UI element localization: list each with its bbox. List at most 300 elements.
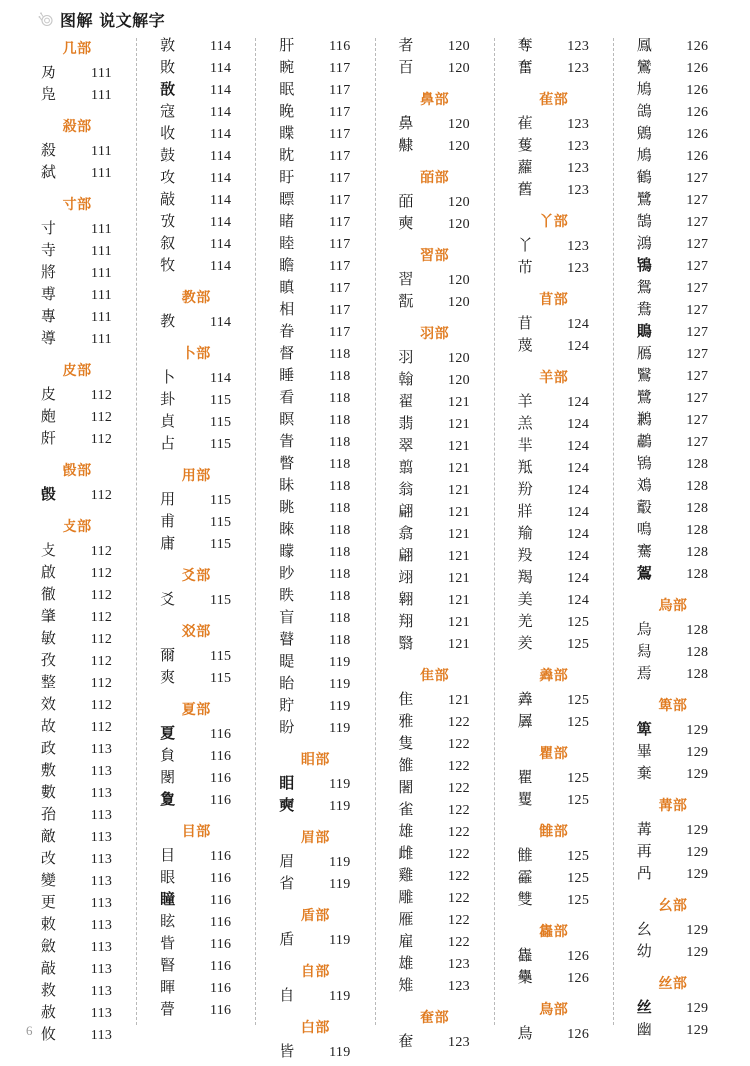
index-entry[interactable]: [620, 822, 726, 844]
entry-page-number: 129: [686, 723, 709, 738]
index-entry[interactable]: [620, 368, 726, 390]
index-entry[interactable]: [143, 214, 249, 236]
index-entry[interactable]: [24, 675, 130, 697]
index-entry[interactable]: [143, 726, 249, 748]
index-entry[interactable]: [143, 914, 249, 936]
index-entry[interactable]: [620, 1000, 726, 1022]
index-entry[interactable]: [501, 870, 607, 892]
index-entry[interactable]: [143, 38, 249, 60]
entry-page-number: 112: [90, 410, 113, 425]
index-entry[interactable]: [501, 714, 607, 736]
index-entry[interactable]: [620, 434, 726, 456]
index-entry[interactable]: [24, 487, 130, 509]
index-entry[interactable]: [24, 65, 130, 87]
entry-page-number: 123: [567, 161, 590, 176]
index-entry[interactable]: [262, 654, 368, 676]
radical-section-heading: 几部: [62, 41, 92, 57]
index-entry[interactable]: [620, 866, 726, 888]
index-entry[interactable]: [382, 592, 488, 614]
index-entry[interactable]: [24, 895, 130, 917]
index-entry[interactable]: [143, 980, 249, 1002]
entry-page-number: 123: [448, 957, 470, 972]
index-entry[interactable]: [143, 192, 249, 214]
index-entry[interactable]: [382, 38, 488, 60]
index-entry[interactable]: [262, 346, 368, 368]
index-entry[interactable]: [143, 592, 249, 614]
entry-page-number: 112: [90, 610, 113, 625]
entry-page-number: 128: [686, 545, 709, 560]
index-entry[interactable]: [620, 324, 726, 346]
index-entry[interactable]: [382, 636, 488, 658]
entry-page-number: 121: [448, 593, 470, 608]
index-entry[interactable]: [24, 741, 130, 763]
index-entry[interactable]: [143, 236, 249, 258]
index-entry[interactable]: [262, 798, 368, 820]
index-entry[interactable]: [620, 148, 726, 170]
entry-page-number: 121: [448, 527, 470, 542]
index-entry[interactable]: [143, 770, 249, 792]
index-entry[interactable]: [24, 609, 130, 631]
index-entry[interactable]: [501, 438, 607, 460]
index-entry[interactable]: [620, 412, 726, 434]
entry-page-number: 127: [686, 237, 709, 252]
index-entry[interactable]: [501, 60, 607, 82]
index-entry[interactable]: [24, 165, 130, 187]
index-entry[interactable]: [620, 500, 726, 522]
entry-character: 盾: [279, 930, 295, 948]
entry-character: 羯: [517, 568, 533, 586]
index-entry[interactable]: [501, 504, 607, 526]
index-entry[interactable]: [620, 258, 726, 280]
index-entry[interactable]: [143, 1002, 249, 1024]
index-entry[interactable]: [24, 983, 130, 1005]
entry-character: 赦: [40, 1003, 56, 1021]
index-entry[interactable]: [262, 390, 368, 412]
page-number: 6: [26, 1023, 33, 1038]
index-entry[interactable]: [143, 60, 249, 82]
index-entry[interactable]: [24, 719, 130, 741]
index-entry[interactable]: [143, 104, 249, 126]
index-entry[interactable]: [620, 390, 726, 412]
index-entry[interactable]: [382, 824, 488, 846]
index-entry[interactable]: [620, 766, 726, 788]
index-entry[interactable]: [143, 148, 249, 170]
index-column-inner: [260, 38, 370, 1066]
index-entry[interactable]: [262, 932, 368, 954]
index-entry[interactable]: [24, 565, 130, 587]
index-entry[interactable]: [382, 978, 488, 1000]
entry-page-number: 116: [209, 1003, 232, 1018]
index-entry[interactable]: [620, 60, 726, 82]
index-entry[interactable]: [143, 436, 249, 458]
radical-section-heading: 隹部: [420, 668, 450, 684]
index-entry[interactable]: [620, 566, 726, 588]
index-entry[interactable]: [24, 243, 130, 265]
index-entry[interactable]: [620, 622, 726, 644]
index-entry[interactable]: [143, 936, 249, 958]
index-entry[interactable]: [24, 631, 130, 653]
entry-character: 舄: [636, 642, 652, 660]
index-entry[interactable]: [262, 1044, 368, 1066]
index-entry[interactable]: [501, 526, 607, 548]
index-entry[interactable]: [382, 394, 488, 416]
entry-character: 敏: [40, 629, 56, 647]
entry-character: 瞋: [279, 278, 295, 296]
index-entry[interactable]: [501, 182, 607, 204]
index-entry[interactable]: [262, 214, 368, 236]
entry-page-number: 122: [448, 869, 470, 884]
index-entry[interactable]: [620, 192, 726, 214]
entry-character: 鼓: [160, 146, 176, 164]
index-entry[interactable]: [262, 632, 368, 654]
index-entry[interactable]: [24, 309, 130, 331]
entry-character: 翫: [398, 292, 414, 310]
entry-character: 斂: [40, 937, 56, 955]
index-entry[interactable]: [382, 736, 488, 758]
index-entry[interactable]: [620, 922, 726, 944]
index-entry[interactable]: [262, 544, 368, 566]
index-entry[interactable]: [382, 614, 488, 636]
entry-page-number: 127: [686, 369, 709, 384]
index-entry[interactable]: [262, 478, 368, 500]
index-entry[interactable]: [143, 748, 249, 770]
index-entry[interactable]: [24, 387, 130, 409]
index-entry[interactable]: [382, 890, 488, 912]
index-entry[interactable]: [262, 434, 368, 456]
index-entry[interactable]: [24, 697, 130, 719]
entry-page-number: 124: [567, 527, 590, 542]
index-entry[interactable]: [24, 829, 130, 851]
index-entry[interactable]: [382, 60, 488, 82]
index-entry[interactable]: [620, 170, 726, 192]
index-entry[interactable]: [382, 714, 488, 736]
entry-page-number: 117: [329, 325, 351, 340]
index-entry[interactable]: [262, 456, 368, 478]
index-entry[interactable]: [262, 676, 368, 698]
index-entry[interactable]: [382, 138, 488, 160]
index-entry[interactable]: [24, 543, 130, 565]
entry-page-number: 111: [91, 288, 112, 303]
radical-section-heading: 皮部: [62, 363, 92, 379]
index-entry[interactable]: [382, 570, 488, 592]
index-entry[interactable]: [262, 720, 368, 742]
index-entry[interactable]: [620, 236, 726, 258]
entry-character: 省: [279, 874, 295, 892]
index-entry[interactable]: [262, 60, 368, 82]
index-entry[interactable]: [620, 522, 726, 544]
radical-section-heading: 鳥部: [539, 1002, 569, 1018]
index-entry[interactable]: [501, 592, 607, 614]
index-entry[interactable]: [501, 138, 607, 160]
index-entry[interactable]: [382, 482, 488, 504]
index-entry[interactable]: [24, 785, 130, 807]
entry-character: 睡: [279, 366, 295, 384]
entry-page-number: 125: [567, 771, 590, 786]
index-entry[interactable]: [24, 961, 130, 983]
entry-page-number: 122: [448, 759, 470, 774]
entry-character: 雈: [517, 114, 533, 132]
index-entry[interactable]: [262, 104, 368, 126]
entry-character: 爾: [160, 646, 176, 664]
index-entry[interactable]: [620, 944, 726, 966]
index-entry[interactable]: [620, 280, 726, 302]
index-entry[interactable]: [262, 148, 368, 170]
entry-character: 盼: [279, 718, 295, 736]
index-entry[interactable]: [262, 192, 368, 214]
index-entry[interactable]: [382, 868, 488, 890]
index-entry[interactable]: [262, 776, 368, 798]
index-entry[interactable]: [382, 294, 488, 316]
index-entry[interactable]: [382, 526, 488, 548]
index-entry[interactable]: [501, 38, 607, 60]
index-entry[interactable]: [143, 514, 249, 536]
index-entry[interactable]: [262, 588, 368, 610]
index-entry[interactable]: [262, 698, 368, 720]
index-entry[interactable]: [501, 948, 607, 970]
index-entry[interactable]: [501, 636, 607, 658]
index-entry[interactable]: [501, 970, 607, 992]
entry-character: 奭: [398, 214, 414, 232]
index-entry[interactable]: [382, 416, 488, 438]
index-entry[interactable]: [143, 170, 249, 192]
entry-page-number: 126: [686, 127, 709, 142]
entry-page-number: 112: [90, 566, 113, 581]
entry-page-number: 114: [209, 215, 232, 230]
index-entry[interactable]: [382, 780, 488, 802]
entry-page-number: 114: [209, 39, 232, 54]
entry-page-number: 122: [448, 781, 470, 796]
index-entry[interactable]: [24, 807, 130, 829]
index-entry[interactable]: [143, 958, 249, 980]
index-entry[interactable]: [620, 544, 726, 566]
entry-page-number: 113: [90, 962, 113, 977]
index-entry[interactable]: [620, 214, 726, 236]
index-entry[interactable]: [620, 82, 726, 104]
index-entry[interactable]: [24, 873, 130, 895]
entry-page-number: 129: [686, 823, 709, 838]
index-entry[interactable]: [620, 38, 726, 60]
index-entry[interactable]: [501, 460, 607, 482]
index-entry[interactable]: [501, 770, 607, 792]
index-entry[interactable]: [262, 258, 368, 280]
entry-character: 收: [160, 124, 176, 142]
index-entry[interactable]: [143, 314, 249, 336]
index-entry[interactable]: [24, 653, 130, 675]
index-entry[interactable]: [143, 126, 249, 148]
index-entry[interactable]: [262, 988, 368, 1010]
index-entry[interactable]: [382, 846, 488, 868]
index-entry[interactable]: [382, 460, 488, 482]
entry-character: 睴: [160, 978, 176, 996]
entry-character: 羼: [517, 712, 533, 730]
index-entry[interactable]: [262, 412, 368, 434]
entry-page-number: 113: [90, 852, 113, 867]
entry-character: 鸞: [636, 58, 652, 76]
index-entry[interactable]: [382, 1034, 488, 1056]
index-entry[interactable]: [143, 414, 249, 436]
entry-character: 舊: [517, 180, 533, 198]
index-entry[interactable]: [262, 280, 368, 302]
index-entry[interactable]: [620, 104, 726, 126]
index-entry[interactable]: [262, 566, 368, 588]
index-entry[interactable]: [24, 143, 130, 165]
index-entry[interactable]: [143, 870, 249, 892]
entry-page-number: 121: [448, 615, 470, 630]
index-entry[interactable]: [620, 666, 726, 688]
index-entry[interactable]: [382, 956, 488, 978]
entry-page-number: 126: [686, 61, 709, 76]
index-entry[interactable]: [501, 260, 607, 282]
index-entry[interactable]: [262, 236, 368, 258]
index-column: [375, 36, 494, 1050]
entry-character: 鷺: [636, 190, 652, 208]
entry-page-number: 122: [448, 715, 470, 730]
index-entry[interactable]: [24, 939, 130, 961]
index-entry[interactable]: [620, 722, 726, 744]
entry-page-number: 113: [90, 764, 113, 779]
index-entry[interactable]: [382, 802, 488, 824]
index-entry[interactable]: [143, 258, 249, 280]
index-entry[interactable]: [382, 692, 488, 714]
entry-page-number: 114: [209, 105, 232, 120]
index-entry[interactable]: [501, 570, 607, 592]
index-entry[interactable]: [143, 892, 249, 914]
entry-character: 看: [279, 388, 295, 406]
index-entry[interactable]: [262, 610, 368, 632]
index-column-inner: [380, 38, 490, 1056]
index-entry[interactable]: [382, 548, 488, 570]
index-entry[interactable]: [143, 670, 249, 692]
index-entry[interactable]: [501, 548, 607, 570]
entry-character: 眉: [279, 852, 295, 870]
index-entry[interactable]: [24, 851, 130, 873]
index-entry[interactable]: [382, 934, 488, 956]
index-entry[interactable]: [382, 272, 488, 294]
index-entry[interactable]: [24, 1005, 130, 1027]
index-entry[interactable]: [501, 116, 607, 138]
index-entry[interactable]: [620, 456, 726, 478]
index-entry[interactable]: [262, 368, 368, 390]
index-entry[interactable]: [143, 848, 249, 870]
index-entry[interactable]: [501, 338, 607, 360]
radical-section-heading: 羽部: [420, 326, 450, 342]
entry-character: 貞: [160, 412, 176, 430]
index-entry[interactable]: [620, 744, 726, 766]
entry-character: 再: [636, 842, 652, 860]
index-entry[interactable]: [382, 912, 488, 934]
entry-character: 庸: [160, 534, 176, 552]
entry-character: 夐: [160, 790, 176, 808]
entry-character: 目: [160, 846, 176, 864]
entry-page-number: 115: [209, 515, 232, 530]
entry-character: 睕: [279, 58, 295, 76]
index-entry[interactable]: [262, 302, 368, 324]
index-entry[interactable]: [143, 792, 249, 814]
radical-section-heading: 白部: [300, 1020, 330, 1036]
entry-character: 鳥: [517, 1024, 533, 1042]
entry-character: 眇: [279, 564, 295, 582]
index-entry[interactable]: [620, 126, 726, 148]
entry-character: 鳩: [636, 146, 652, 164]
index-entry[interactable]: [382, 372, 488, 394]
index-entry[interactable]: [382, 504, 488, 526]
entry-character: 雀: [398, 800, 414, 818]
index-entry[interactable]: [24, 917, 130, 939]
index-entry[interactable]: [620, 844, 726, 866]
index-entry[interactable]: [382, 216, 488, 238]
index-entry[interactable]: [24, 587, 130, 609]
index-entry[interactable]: [382, 194, 488, 216]
index-entry[interactable]: [262, 126, 368, 148]
entry-page-number: 115: [209, 537, 232, 552]
index-entry[interactable]: [620, 346, 726, 368]
index-entry[interactable]: [262, 324, 368, 346]
index-entry[interactable]: [262, 876, 368, 898]
index-entry[interactable]: [382, 350, 488, 372]
index-column: [136, 38, 255, 1025]
index-entry[interactable]: [262, 38, 368, 60]
index-entry[interactable]: [262, 854, 368, 876]
index-entry[interactable]: [262, 170, 368, 192]
index-entry[interactable]: [501, 848, 607, 870]
index-entry[interactable]: [262, 82, 368, 104]
index-entry[interactable]: [143, 536, 249, 558]
index-entry[interactable]: [501, 614, 607, 636]
index-entry[interactable]: [143, 370, 249, 392]
index-entry[interactable]: [382, 438, 488, 460]
index-entry[interactable]: [24, 1027, 130, 1049]
radical-section-heading: 苜部: [539, 292, 569, 308]
entry-character: 貯: [279, 696, 295, 714]
index-entry[interactable]: [501, 316, 607, 338]
index-entry[interactable]: [620, 644, 726, 666]
index-entry[interactable]: [143, 648, 249, 670]
index-entry[interactable]: [262, 500, 368, 522]
index-entry[interactable]: [143, 82, 249, 104]
index-entry[interactable]: [143, 492, 249, 514]
index-entry[interactable]: [501, 160, 607, 182]
index-entry[interactable]: [501, 892, 607, 914]
index-entry[interactable]: [620, 478, 726, 500]
index-entry[interactable]: [143, 392, 249, 414]
index-entry[interactable]: [620, 302, 726, 324]
index-entry[interactable]: [24, 87, 130, 109]
entry-character: 寇: [160, 102, 176, 120]
entry-character: 矍: [517, 790, 533, 808]
index-entry[interactable]: [501, 394, 607, 416]
index-entry[interactable]: [24, 409, 130, 431]
index-entry[interactable]: [24, 265, 130, 287]
index-entry[interactable]: [501, 692, 607, 714]
index-entry[interactable]: [501, 482, 607, 504]
index-entry[interactable]: [24, 431, 130, 453]
entry-page-number: 115: [209, 671, 232, 686]
index-entry[interactable]: [382, 116, 488, 138]
index-entry[interactable]: [24, 287, 130, 309]
index-entry[interactable]: [24, 331, 130, 353]
entry-page-number: 121: [448, 395, 470, 410]
index-entry[interactable]: [501, 238, 607, 260]
index-entry[interactable]: [382, 758, 488, 780]
index-entry[interactable]: [24, 763, 130, 785]
index-entry[interactable]: [501, 792, 607, 814]
index-entry[interactable]: [501, 416, 607, 438]
entry-character: 芇: [517, 258, 533, 276]
index-entry[interactable]: [262, 522, 368, 544]
index-entry[interactable]: [620, 1022, 726, 1044]
entry-character: 瞥: [279, 454, 295, 472]
index-entry[interactable]: [24, 221, 130, 243]
